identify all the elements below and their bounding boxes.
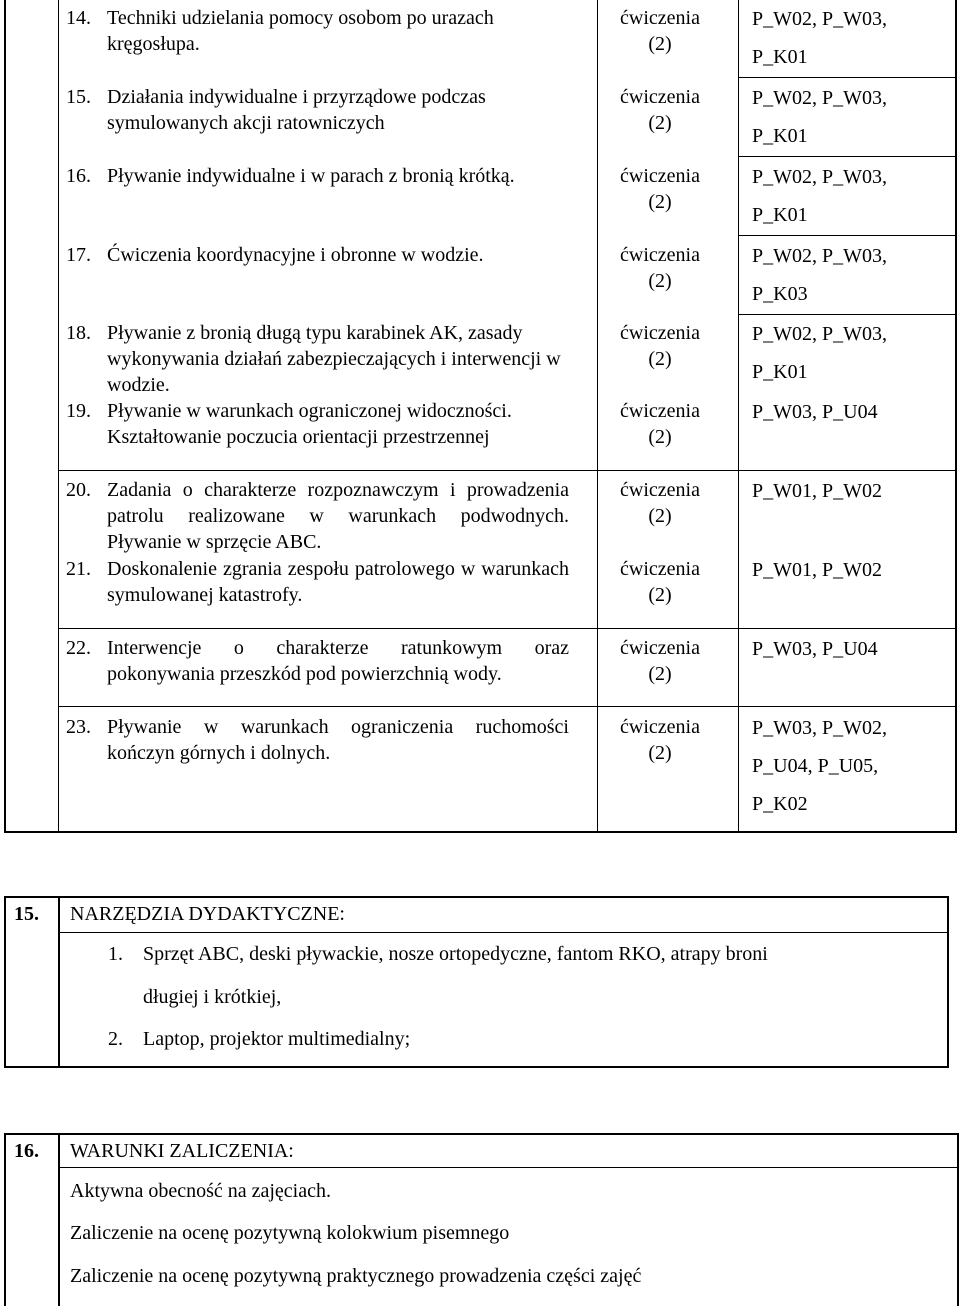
topic-text: Techniki udzielania pomocy osobom po urazach kręgosłupa. xyxy=(107,7,494,55)
list-item-text-continued: długiej i krótkiej, xyxy=(143,986,282,1008)
topic-form: ćwiczenia (2) xyxy=(620,400,700,448)
condition-line: Zaliczenie na ocenę pozytywną kolokwium pisemnego xyxy=(70,1222,510,1244)
topic-effects: P_W03, P_U04 xyxy=(752,638,878,660)
topic-effects: P_W02, P_W03, P_K01 xyxy=(752,8,887,68)
topic-row-22 xyxy=(66,635,569,687)
topic-text: Pływanie w warunkach ograniczenia ruchomości kończyn górnych i dolnych. xyxy=(107,716,569,764)
topic-effects: P_W02, P_W03, P_K01 xyxy=(752,323,887,383)
topic-form: ćwiczenia (2) xyxy=(620,637,700,685)
list-item-text: Sprzęt ABC, deski pływackie, nosze ortopedyczne, fantom RKO, atrapy broni xyxy=(143,943,768,965)
topic-number: 18. xyxy=(66,322,91,344)
condition-line: Zaliczenie na ocenę pozytywną praktycznego prowadzenia części zajęć xyxy=(70,1265,642,1287)
list-item-text: Laptop, projektor multimedialny; xyxy=(143,1028,411,1050)
topic-effects: P_W02, P_W03, P_K03 xyxy=(752,245,887,305)
topic-effects: P_W01, P_W02 xyxy=(752,559,882,581)
topic-text: Działania indywidualne i przyrządowe podczas symulowanych akcji ratowniczych xyxy=(107,86,486,134)
topic-row-23 xyxy=(66,714,569,766)
topic-number: 16. xyxy=(66,165,91,187)
list-item-number: 2. xyxy=(108,1028,123,1050)
topic-effects: P_W01, P_W02 xyxy=(752,480,882,502)
topic-row-21 xyxy=(66,556,569,608)
topic-number: 15. xyxy=(66,86,91,108)
condition-line: Aktywna obecność na zajęciach. xyxy=(70,1180,331,1202)
topic-form: ćwiczenia (2) xyxy=(620,558,700,606)
topic-row-17 xyxy=(66,242,569,268)
topic-number: 23. xyxy=(66,716,91,738)
topic-text: Pływanie w warunkach ograniczonej widoczności. Kształtowanie poczucia orientacji przestrzennej xyxy=(107,400,512,448)
topic-text: Zadania o charakterze rozpoznawczym i prowadzenia patrolu realizowane w warunkach podwodnych. Pływanie w sprzęcie ABC. xyxy=(107,479,569,553)
section-title: WARUNKI ZALICZENIA: xyxy=(70,1140,294,1162)
topic-number: 20. xyxy=(66,479,91,501)
topic-form: ćwiczenia (2) xyxy=(620,86,700,134)
topic-effects: P_W02, P_W03, P_K01 xyxy=(752,166,887,226)
topic-text: Pływanie z bronią długą typu karabinek AK, zasady wykonywania działań zabezpieczających i interwencji w wodzie. xyxy=(107,322,561,396)
topic-form: ćwiczenia (2) xyxy=(620,716,700,764)
section-number: 16. xyxy=(14,1140,39,1162)
topic-number: 17. xyxy=(66,244,91,266)
topic-form: ćwiczenia (2) xyxy=(620,244,700,292)
topic-row-15 xyxy=(66,84,569,136)
topic-number: 19. xyxy=(66,400,91,422)
list-item-number: 1. xyxy=(108,943,123,965)
topic-form: ćwiczenia (2) xyxy=(620,165,700,213)
topic-effects: P_W03, P_U04 xyxy=(752,401,878,423)
topic-number: 21. xyxy=(66,558,91,580)
topic-text: Pływanie indywidualne i w parach z bronią krótką. xyxy=(107,165,515,187)
topic-form: ćwiczenia (2) xyxy=(620,322,700,370)
topic-number: 22. xyxy=(66,637,91,659)
topic-row-19 xyxy=(66,398,569,450)
topic-form: ćwiczenia (2) xyxy=(620,479,700,527)
topic-row-16 xyxy=(66,163,569,189)
topic-effects: P_W03, P_W02, P_U04, P_U05, P_K02 xyxy=(752,717,887,815)
topic-text: Ćwiczenia koordynacyjne i obronne w wodzie. xyxy=(107,244,484,266)
topic-text: Doskonalenie zgrania zespołu patrolowego w warunkach symulowanej katastrofy. xyxy=(107,558,569,606)
topic-row-14 xyxy=(66,5,569,57)
section-title: NARZĘDZIA DYDAKTYCZNE: xyxy=(70,903,345,925)
topic-form: ćwiczenia (2) xyxy=(620,7,700,55)
section-number: 15. xyxy=(14,903,39,925)
topic-row-20 xyxy=(66,477,569,555)
topic-number: 14. xyxy=(66,7,91,29)
topic-effects: P_W02, P_W03, P_K01 xyxy=(752,87,887,147)
topic-row-18 xyxy=(66,320,569,398)
topic-text: Interwencje o charakterze ratunkowym oraz pokonywania przeszkód pod powierzchnią wody. xyxy=(107,637,569,685)
